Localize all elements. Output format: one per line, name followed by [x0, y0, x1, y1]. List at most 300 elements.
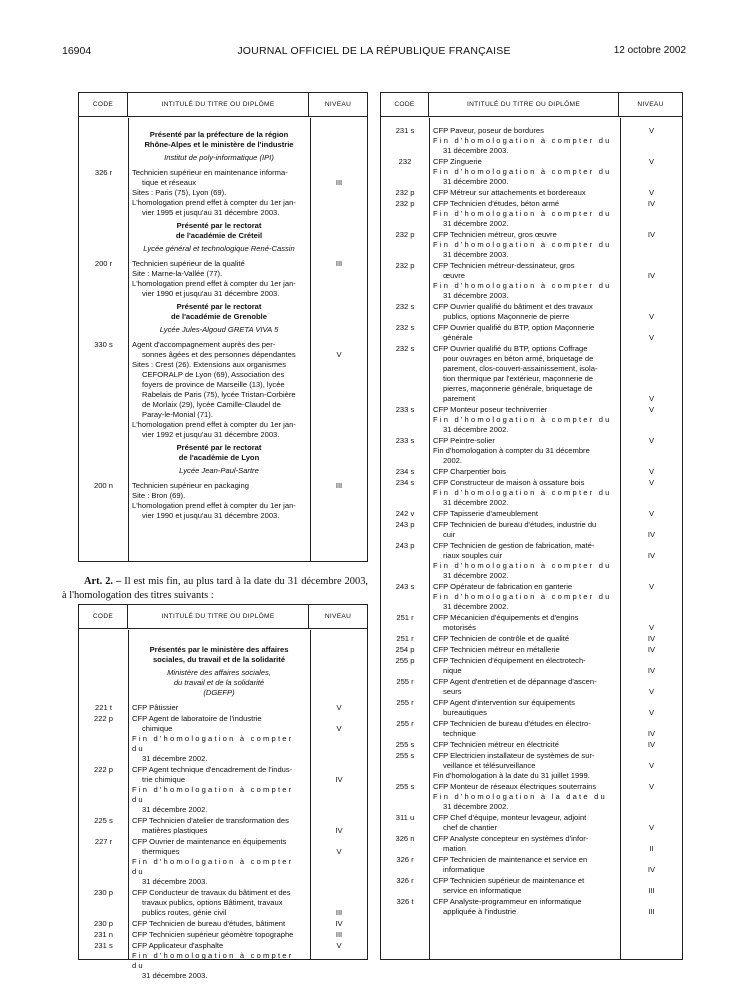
- article-2: [62, 575, 368, 603]
- table-row: [381, 509, 682, 519]
- title-description: [429, 541, 620, 581]
- table-row: [381, 478, 682, 508]
- table-row: [79, 816, 367, 836]
- table-row: [381, 126, 682, 156]
- title-line: vier 1990 et jusqu'au 31 décembre 2003.: [142, 289, 280, 298]
- table-row: [381, 855, 682, 875]
- title-code: 232: [398, 157, 412, 166]
- title-line: 31 décembre 2002.: [443, 425, 509, 434]
- title-description: [429, 405, 620, 435]
- title-line: CFP Agent d'intervention sur équipements: [433, 698, 575, 707]
- title-line: cuir: [443, 530, 456, 539]
- title-description: [429, 634, 620, 644]
- title-line: publics routes, génie civil: [142, 908, 227, 917]
- title-line: 31 décembre 2002.: [443, 498, 509, 507]
- title-line: technique: [443, 729, 476, 738]
- title-description: [128, 837, 310, 887]
- table-row: [381, 719, 682, 739]
- title-level: V: [648, 708, 655, 717]
- table-row: [381, 199, 682, 229]
- title-line: CFP Technicien métreur, gros œuvre: [433, 230, 557, 239]
- page-number: 16904: [62, 45, 92, 57]
- table-row: [381, 645, 682, 655]
- title-level: V: [648, 333, 655, 342]
- table-row: [381, 782, 682, 812]
- title-line: CFP Peintre-solier: [433, 436, 495, 445]
- title-code: 233 s: [395, 436, 415, 445]
- title-code: 231 s: [94, 941, 113, 950]
- table-row: [381, 813, 682, 833]
- title-description: [429, 126, 620, 156]
- title-line: CFP Tapisserie d'ameublement: [433, 509, 539, 518]
- journal-title: JOURNAL OFFICIEL DE LA RÉPUBLIQUE FRANÇAISE: [237, 45, 511, 57]
- title-code: 200 n: [93, 481, 113, 490]
- title-line: CFP Analyste-programmeur en informatique: [433, 897, 582, 906]
- title-line: de Morlaix (29), lycée Camille-Claudel de: [142, 400, 281, 409]
- table-row: [381, 677, 682, 697]
- title-level: III: [335, 908, 343, 917]
- title-description: [429, 520, 620, 540]
- title-description: [429, 677, 620, 697]
- title-description: [429, 467, 620, 477]
- title-line: 2002.: [443, 456, 463, 465]
- title-level: IV: [647, 530, 656, 539]
- table-row: [79, 481, 367, 521]
- col-level-header: NIVEAU: [324, 613, 352, 620]
- title-line: CFP Pâtissier: [132, 703, 179, 712]
- title-level: IV: [647, 645, 656, 654]
- title-line: chef de chantier: [443, 823, 498, 832]
- title-level: IV: [647, 199, 656, 208]
- title-line: 31 décembre 2003.: [443, 250, 509, 259]
- title-line: Fin d'homologation à compter du: [433, 281, 612, 290]
- table-row: [381, 405, 682, 435]
- title-line: sonnes âgées et des personnes dépendantes: [142, 350, 296, 359]
- title-line: 31 décembre 2002.: [142, 754, 208, 763]
- table-row: [381, 261, 682, 301]
- title-line: CFP Technicien métreur en métallerie: [433, 645, 560, 654]
- title-line: Fin d'homologation à compter du: [433, 415, 612, 424]
- table-row: [381, 436, 682, 466]
- title-line: L'homologation prend effet à compter du 1er jan-: [132, 420, 296, 429]
- title-line: CFP Mécanicien d'équipements et d'engins: [433, 613, 579, 622]
- title-level: IV: [335, 919, 343, 928]
- title-line: 31 décembre 2002.: [142, 805, 208, 814]
- institution-name: Ministère des affaires sociales,: [167, 668, 271, 677]
- col-level-header: NIVEAU: [324, 101, 352, 108]
- title-level: V: [648, 687, 655, 696]
- table-row: [79, 765, 367, 815]
- table-row: [79, 714, 367, 764]
- title-code: 255 s: [395, 782, 415, 791]
- table-row: [381, 188, 682, 198]
- title-description: [429, 751, 620, 781]
- title-description: [429, 834, 620, 854]
- title-line: Fin d'homologation à compter du: [132, 857, 294, 876]
- title-line: Fin d'homologation à compter du: [433, 488, 612, 497]
- table-row: [381, 834, 682, 854]
- title-line: Fin d'homologation à la date du: [433, 792, 607, 801]
- title-code: 243 s: [395, 582, 415, 591]
- table-row: [381, 751, 682, 781]
- title-line: CFP Chef d'équipe, monteur levageur, adjoint: [433, 813, 587, 822]
- table-header: [79, 605, 367, 629]
- title-line: CFP Technicien métreur-dessinateur, gros: [433, 261, 575, 270]
- title-level: V: [648, 823, 655, 832]
- issuer-name: sociales, du travail et de la solidarité: [152, 655, 286, 664]
- title-line: CFP Technicien de gestion de fabrication, maté-: [433, 541, 595, 550]
- title-code: 227 r: [94, 837, 113, 846]
- title-level: IV: [335, 775, 343, 784]
- table-body: [381, 118, 682, 959]
- title-line: motorisés: [443, 623, 476, 632]
- table-row: [79, 941, 367, 981]
- issuer-section: [79, 302, 310, 335]
- title-line: appliquée à l'industrie: [443, 907, 517, 916]
- title-line: CFP Electricien installateur de systèmes de sur-: [433, 751, 595, 760]
- title-line: vier 1992 et jusqu'au 31 décembre 2003.: [142, 430, 280, 439]
- title-description: [429, 719, 620, 739]
- title-line: œuvre: [443, 271, 465, 280]
- title-line: nique: [443, 666, 462, 675]
- table-row: [381, 344, 682, 404]
- table-row: [381, 582, 682, 612]
- title-line: CFP Ouvrier de maintenance en équipements: [132, 837, 287, 846]
- title-line: L'homologation prend effet à compter du 1er jan-: [132, 501, 296, 510]
- title-line: CFP Métreur sur attachements et bordereaux: [433, 188, 586, 197]
- title-line: Fin d'homologation à compter du: [132, 785, 294, 804]
- title-line: bureautiques: [443, 708, 487, 717]
- table-row: [79, 919, 367, 929]
- title-description: [429, 157, 620, 187]
- title-level: V: [648, 509, 655, 518]
- title-line: Rabelais de Paris (75), lycée Tristan-Corbière: [142, 390, 296, 399]
- title-code: 242 v: [395, 509, 415, 518]
- title-line: 31 décembre 2003.: [443, 291, 509, 300]
- table-row: [381, 698, 682, 718]
- title-line: pierres, maçonnerie générale, briquetage de: [443, 384, 593, 393]
- title-line: pour ouvrages en béton armé, briquetage de: [443, 354, 594, 363]
- title-code: 330 s: [94, 340, 113, 349]
- title-line: Agent d'accompagnement auprès des per-: [132, 340, 276, 349]
- title-level: III: [335, 930, 343, 939]
- title-code: 255 r: [396, 698, 414, 707]
- title-description: [128, 816, 310, 836]
- title-code: 230 p: [93, 888, 113, 897]
- title-line: Paray-le-Monial (71).: [142, 410, 213, 419]
- table-header: [381, 93, 682, 117]
- title-line: Fin d'homologation à compter du: [433, 592, 612, 601]
- title-description: [429, 188, 620, 198]
- table-row: [79, 259, 367, 299]
- institution-name: (DGEFP): [203, 688, 235, 697]
- title-description: [429, 645, 620, 655]
- title-line: CFP Charpentier bois: [433, 467, 506, 476]
- title-description: [128, 930, 310, 940]
- title-level: V: [648, 436, 655, 445]
- col-code-header: CODE: [79, 605, 128, 628]
- title-line: CFP Technicien supérieur géomètre topographe: [132, 930, 294, 939]
- issuer-section: [79, 130, 310, 163]
- institution-name: Lycée Jules-Algoud GRETA VIVA 5: [159, 325, 279, 334]
- title-level: V: [648, 157, 655, 166]
- title-code: 232 s: [395, 302, 415, 311]
- title-line: 31 décembre 2000.: [443, 177, 509, 186]
- title-line: Site : Bron (69).: [132, 491, 186, 500]
- col-title-header: INTITULÉ DU TITRE OU DIPLÔME: [128, 605, 309, 628]
- title-line: Fin d'homologation à compter du: [132, 951, 294, 970]
- title-line: CFP Applicateur d'asphalte: [132, 941, 224, 950]
- publication-date: 12 octobre 2002: [613, 45, 686, 56]
- title-description: [128, 481, 310, 521]
- title-level: IV: [335, 826, 343, 835]
- title-level: IV: [647, 271, 656, 280]
- title-description: [128, 714, 310, 764]
- title-line: parement, clos-couvert-assainissement, isola-: [443, 364, 598, 373]
- title-line: CFP Technicien de maintenance et service en: [433, 855, 588, 864]
- title-line: trie chimique: [142, 775, 186, 784]
- title-line: Sites : Paris (75), Lyon (69).: [132, 188, 227, 197]
- title-description: [429, 323, 620, 343]
- title-line: vier 1990 et jusqu'au 31 décembre 2003.: [142, 511, 280, 520]
- title-line: CFP Ouvrier qualifié du BTP, options Coffrage: [433, 344, 588, 353]
- table-row: [79, 168, 367, 218]
- title-description: [429, 261, 620, 301]
- title-line: CFP Technicien de bureau d'études, bâtiment: [132, 919, 286, 928]
- title-code: 326 n: [395, 834, 415, 843]
- title-level: III: [335, 259, 343, 268]
- title-line: CFP Technicien de contrôle et de qualité: [433, 634, 570, 643]
- title-line: Fin d'homologation à compter du: [433, 240, 612, 249]
- table-row: [381, 541, 682, 581]
- title-line: 31 décembre 2003.: [142, 971, 208, 980]
- title-description: [429, 478, 620, 508]
- issuer-name: de l'académie de Lyon: [178, 453, 260, 462]
- title-level: V: [648, 312, 655, 321]
- title-description: [429, 855, 620, 875]
- title-description: [128, 941, 310, 981]
- title-level: III: [648, 886, 655, 895]
- table-row: [381, 740, 682, 750]
- title-code: 231 s: [395, 126, 415, 135]
- title-level: IV: [647, 740, 656, 749]
- issuer-name: de l'académie de Grenoble: [171, 312, 267, 321]
- title-line: CFP Agent technique d'encadrement de l'indus-: [132, 765, 293, 774]
- title-description: [429, 813, 620, 833]
- title-line: 31 décembre 2002.: [443, 802, 509, 811]
- title-line: matières plastiques: [142, 826, 208, 835]
- title-code: 232 p: [395, 199, 415, 208]
- title-code: 222 p: [93, 765, 113, 774]
- issuer-name: Présenté par le rectorat: [176, 443, 262, 452]
- title-line: CFP Zinguerie: [433, 157, 482, 166]
- title-line: CFP Analyste concepteur en systèmes d'infor-: [433, 834, 589, 843]
- title-code: 232 s: [395, 344, 415, 353]
- title-line: 31 décembre 2002.: [443, 219, 509, 228]
- table-row: [381, 897, 682, 917]
- title-line: Technicien supérieur de la qualité: [132, 259, 245, 268]
- title-line: vier 1995 et jusqu'au 31 décembre 2003.: [142, 208, 280, 217]
- table-body: [79, 118, 367, 561]
- title-line: Fin d'homologation à la date du 31 juillet 1999.: [433, 771, 590, 780]
- issuer-name: de l'académie de Créteil: [175, 231, 263, 240]
- title-code: 232 s: [395, 323, 415, 332]
- title-line: CFP Monteur de réseaux électriques souterrains: [433, 782, 597, 791]
- title-level: V: [648, 478, 655, 487]
- title-line: service en informatique: [443, 886, 522, 895]
- title-description: [128, 340, 310, 440]
- title-line: veillance et télésurveillance: [443, 761, 536, 770]
- issuer-section: [79, 221, 310, 254]
- title-line: CFP Technicien de bureau d'études en électro-: [433, 719, 591, 728]
- title-description: [429, 876, 620, 896]
- title-line: Fin d'homologation à compter du: [433, 167, 612, 176]
- title-description: [429, 698, 620, 718]
- table-body: [79, 630, 367, 980]
- title-description: [429, 897, 620, 917]
- issuer-section: [79, 645, 310, 698]
- table-row: [381, 157, 682, 187]
- title-level: V: [648, 394, 655, 403]
- title-level: IV: [647, 551, 656, 560]
- title-line: CFP Agent de laboratoire de l'industrie: [132, 714, 262, 723]
- table-row: [381, 656, 682, 676]
- title-line: foyers de province de Marseille (13), lycée: [142, 380, 285, 389]
- title-line: seurs: [443, 687, 462, 696]
- title-description: [128, 703, 310, 713]
- title-line: informatique: [443, 865, 485, 874]
- institution-name: Institut de poly-informatique (IPI): [164, 153, 274, 162]
- title-description: [429, 199, 620, 229]
- title-level: III: [335, 178, 343, 187]
- institution-name: du travail et de la solidarité: [173, 678, 265, 687]
- title-code: 326 r: [396, 855, 414, 864]
- title-code: 326 t: [396, 897, 414, 906]
- issuer-name: Présenté par la préfecture de la région: [149, 130, 289, 139]
- title-code: 255 s: [395, 751, 415, 760]
- table-row: [381, 520, 682, 540]
- title-line: chimique: [142, 724, 173, 733]
- institution-name: Lycée Jean-Paul-Sartre: [179, 466, 259, 475]
- title-code: 255 s: [395, 740, 415, 749]
- col-title-header: INTITULÉ DU TITRE OU DIPLÔME: [429, 93, 619, 116]
- table-header: [79, 93, 367, 117]
- title-line: CFP Paveur, poseur de bordures: [433, 126, 544, 135]
- table-row: [79, 930, 367, 940]
- title-description: [429, 582, 620, 612]
- title-level: V: [648, 761, 655, 770]
- table-row: [79, 703, 367, 713]
- title-line: CFP Technicien d'équipement en électrotech-: [433, 656, 586, 665]
- institution-name: Lycée général et technologique René-Cassin: [143, 244, 295, 253]
- title-description: [128, 259, 310, 299]
- title-level: V: [648, 126, 655, 135]
- col-title-header: INTITULÉ DU TITRE OU DIPLÔME: [128, 93, 309, 116]
- title-level: V: [336, 350, 342, 359]
- title-line: tique et réseaux: [142, 178, 197, 187]
- title-line: CFP Technicien d'études, béton armé: [433, 199, 560, 208]
- title-code: 234 s: [395, 478, 415, 487]
- title-line: CFP Technicien d'atelier de transformation des: [132, 816, 289, 825]
- title-line: CEFORALP de Lyon (69), Association des: [142, 370, 285, 379]
- title-level: III: [648, 907, 655, 916]
- title-code: 243 p: [395, 541, 415, 550]
- title-line: CFP Conducteur de travaux du bâtiment et des: [132, 888, 291, 897]
- title-level: V: [648, 582, 655, 591]
- title-code: 234 s: [395, 467, 415, 476]
- title-description: [128, 168, 310, 218]
- title-line: L'homologation prend effet à compter du 1er jan-: [132, 279, 296, 288]
- title-code: 255 p: [395, 656, 415, 665]
- title-line: CFP Monteur poseur techniverrier: [433, 405, 548, 414]
- title-level: III: [335, 481, 343, 490]
- title-level: V: [648, 188, 655, 197]
- issuer-name: Rhône-Alpes et le ministère de l'industrie: [144, 140, 294, 149]
- homologation-end-table-right: [380, 92, 683, 960]
- table-row: [79, 340, 367, 440]
- title-line: parement: [443, 394, 476, 403]
- title-code: 225 s: [94, 816, 113, 825]
- title-description: [429, 436, 620, 466]
- title-line: 31 décembre 2003.: [443, 146, 509, 155]
- title-line: CFP Constructeur de maison à ossature bois: [433, 478, 585, 487]
- table-row: [79, 888, 367, 918]
- title-description: [429, 302, 620, 322]
- table-row: [381, 467, 682, 477]
- title-line: publics, options Maçonnerie de pierre: [443, 312, 570, 321]
- title-line: Fin d'homologation à compter du: [433, 561, 612, 570]
- title-description: [128, 765, 310, 815]
- title-code: 251 r: [396, 634, 414, 643]
- title-level: IV: [647, 666, 656, 675]
- title-line: 31 décembre 2002.: [443, 602, 509, 611]
- title-line: CFP Technicien de bureau d'études, industrie du: [433, 520, 597, 529]
- homologation-end-table-left: [78, 604, 368, 980]
- title-level: IV: [647, 729, 656, 738]
- title-line: Fin d'homologation à compter du: [433, 209, 612, 218]
- title-code: 326 r: [396, 876, 414, 885]
- title-line: tion thermique par l'extérieur, maçonnerie de: [443, 374, 594, 383]
- title-line: CFP Ouvrier qualifié du BTP, option Maçonnerie: [433, 323, 595, 332]
- title-line: Technicien supérieur en packaging: [132, 481, 249, 490]
- title-code: 231 n: [93, 930, 113, 939]
- title-code: 232 p: [395, 188, 415, 197]
- title-line: CFP Agent d'entretien et de dépannage d'ascen-: [433, 677, 597, 686]
- title-level: V: [648, 782, 655, 791]
- col-code-header: CODE: [381, 93, 429, 116]
- title-level: IV: [647, 865, 656, 874]
- title-line: 31 décembre 2002.: [443, 571, 509, 580]
- title-description: [128, 888, 310, 918]
- title-level: IV: [647, 230, 656, 239]
- table-row: [381, 634, 682, 644]
- title-level: V: [648, 467, 655, 476]
- title-code: 326 r: [94, 168, 113, 177]
- title-description: [128, 919, 310, 929]
- title-code: 230 p: [93, 919, 113, 928]
- title-line: CFP Technicien métreur en électricité: [433, 740, 559, 749]
- title-line: CFP Ouvrier qualifié du bâtiment et des travaux: [433, 302, 593, 311]
- table-row: [381, 323, 682, 343]
- title-description: [429, 613, 620, 633]
- title-description: [429, 344, 620, 404]
- title-code: 221 t: [95, 703, 112, 712]
- title-description: [429, 509, 620, 519]
- title-line: Sites : Crest (26). Extensions aux organismes: [132, 360, 287, 369]
- title-description: [429, 230, 620, 260]
- title-code: 232 p: [395, 230, 415, 239]
- title-code: 232 p: [395, 261, 415, 270]
